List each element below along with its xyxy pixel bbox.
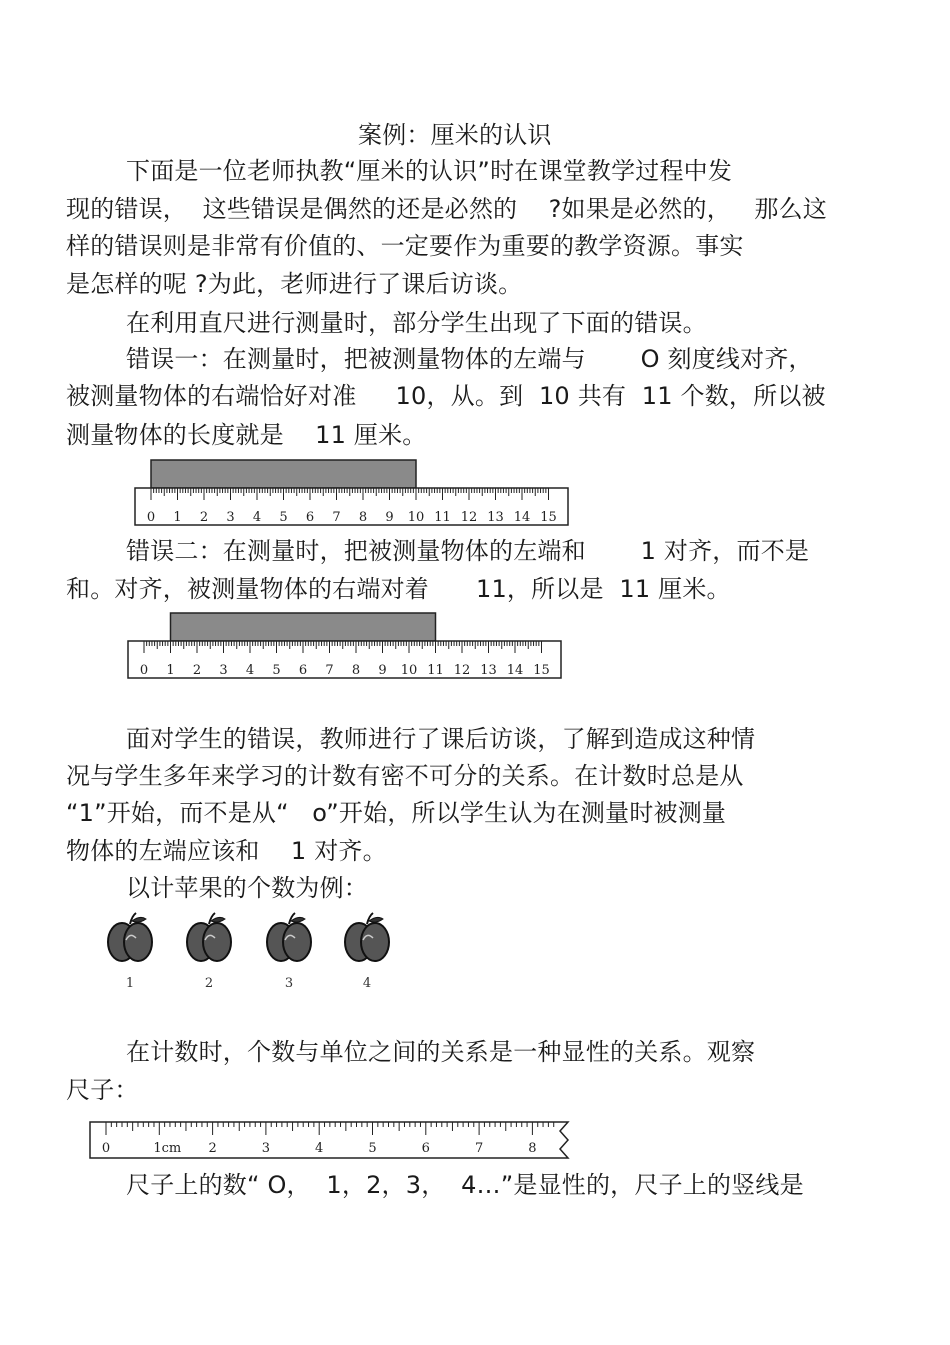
paragraph-line: 在利用直尺进行测量时，部分学生出现了下面的错误。 xyxy=(126,309,707,337)
ruler-number-label: 12 xyxy=(460,510,478,525)
ruler-number-label: 14 xyxy=(506,663,524,678)
apple-right-half xyxy=(283,923,311,961)
ruler-number-label: 8 xyxy=(358,510,368,525)
paragraph-line: 在计数时，个数与单位之间的关系是一种显性的关系。观察 xyxy=(126,1038,756,1066)
ruler-figure-error-two xyxy=(125,611,565,686)
ruler-number-label: 2 xyxy=(199,510,209,525)
ruler-number-label: 11 xyxy=(434,510,451,525)
paragraph-line: 以计苹果的个数为例： xyxy=(126,874,368,902)
measured-object-bar xyxy=(171,613,436,641)
apple-icon xyxy=(187,913,231,961)
ruler-number-label: 7 xyxy=(474,1141,484,1156)
ruler-figure-error-one xyxy=(133,457,573,532)
ruler-number-label: 14 xyxy=(513,510,531,525)
ruler-number-label: 0 xyxy=(146,510,156,525)
apple-leaf xyxy=(132,917,146,922)
ruler-number-label: 9 xyxy=(385,510,394,525)
apple-count-label: 3 xyxy=(284,976,294,991)
ruler-number-label: 13 xyxy=(487,510,504,525)
apple-icon xyxy=(345,913,389,961)
ruler-number-label: 5 xyxy=(368,1141,377,1156)
ruler-number-label: 13 xyxy=(480,663,497,678)
ruler-number-label: 11 xyxy=(427,663,444,678)
ruler-number-label: 1 xyxy=(166,663,175,678)
paragraph-line: 物体的左端应该和 1 对齐。 xyxy=(66,837,387,865)
paragraph-line: 况与学生多年来学习的计数有密不可分的关系。在计数时总是从 xyxy=(66,762,744,790)
ruler-number-label: 0 xyxy=(101,1141,111,1156)
apple-right-half xyxy=(124,923,152,961)
paragraph-line: 下面是一位老师执教“厘米的认识”时在课堂教学过程中发 xyxy=(126,157,733,185)
ruler-number-label: 8 xyxy=(528,1141,537,1156)
paragraph-line: 被测量物体的右端恰好对准 10，从。到 10 共有 11 个数，所以被 xyxy=(66,382,826,410)
paragraph-line: 面对学生的错误，教师进行了课后访谈，了解到造成这种情 xyxy=(126,725,756,753)
ruler-number-label: 2 xyxy=(192,663,202,678)
paragraph-line: “1”开始，而不是从“ o”开始，所以学生认为在测量时被测量 xyxy=(66,799,727,827)
apple-right-half xyxy=(203,923,231,961)
ruler-number-label: 10 xyxy=(407,510,425,525)
ruler-number-label: 15 xyxy=(540,510,557,525)
apple-count-label: 4 xyxy=(362,976,372,991)
apple-leaf xyxy=(211,917,225,922)
ruler-number-label: 12 xyxy=(453,663,471,678)
paragraph-line: 错误一：在测量时，把被测量物体的左端与 O 刻度线对齐， xyxy=(126,345,813,373)
paragraph-line: 尺子上的数“ O， 1，2，3， 4…”是显性的，尺子上的竖线是 xyxy=(126,1171,804,1199)
ruler-number-label: 10 xyxy=(400,663,418,678)
ruler-number-label: 5 xyxy=(279,510,288,525)
ruler-number-label: 5 xyxy=(272,663,281,678)
ruler-number-label: 1cm xyxy=(153,1141,182,1156)
measured-object-bar xyxy=(151,460,416,488)
ruler-number-label: 9 xyxy=(378,663,387,678)
ruler-number-label: 1 xyxy=(173,510,182,525)
paragraph-line: 和。对齐，被测量物体的右端对着 11，所以是 11 厘米。 xyxy=(66,575,731,603)
apple-icon xyxy=(267,913,311,961)
ruler-number-label: 7 xyxy=(325,663,334,678)
paragraph-line: 现的错误， 这些错误是偶然的还是必然的 ?如果是必然的， 那么这 xyxy=(66,195,827,223)
ruler-number-label: 0 xyxy=(139,663,149,678)
paragraph-line: 是怎样的呢 ?为此，老师进行了课后访谈。 xyxy=(66,270,523,298)
ruler-number-label: 3 xyxy=(261,1141,271,1156)
ruler-number-label: 4 xyxy=(252,510,262,525)
ruler-figure-cm xyxy=(86,1112,581,1164)
ruler-number-label: 7 xyxy=(332,510,341,525)
paragraph-line: 测量物体的长度就是 11 厘米。 xyxy=(66,421,427,449)
ruler-number-label: 6 xyxy=(421,1141,430,1156)
apple-leaf xyxy=(369,917,383,922)
ruler-number-label: 2 xyxy=(208,1141,217,1156)
ruler-number-label: 3 xyxy=(219,663,228,678)
page-title: 案例：厘米的认识 xyxy=(358,121,552,149)
ruler-number-label: 3 xyxy=(226,510,235,525)
paragraph-line: 样的错误则是非常有价值的、一定要作为重要的教学资源。事实 xyxy=(66,232,744,260)
apple-leaf xyxy=(291,917,305,922)
ruler-number-label: 4 xyxy=(315,1141,324,1156)
paragraph-line: 尺子： xyxy=(66,1076,139,1104)
apple-count-label: 1 xyxy=(125,976,135,991)
apple-right-half xyxy=(361,923,389,961)
ruler-number-label: 6 xyxy=(298,663,308,678)
ruler-number-label: 8 xyxy=(351,663,361,678)
paragraph-line: 错误二：在测量时，把被测量物体的左端和 1 对齐，而不是 xyxy=(126,537,810,565)
ruler-number-label: 6 xyxy=(305,510,315,525)
ruler-number-label: 4 xyxy=(245,663,255,678)
apple-icon xyxy=(108,913,152,961)
apple-counting-figure xyxy=(100,910,400,995)
apple-count-label: 2 xyxy=(204,976,214,991)
ruler-number-label: 15 xyxy=(533,663,550,678)
